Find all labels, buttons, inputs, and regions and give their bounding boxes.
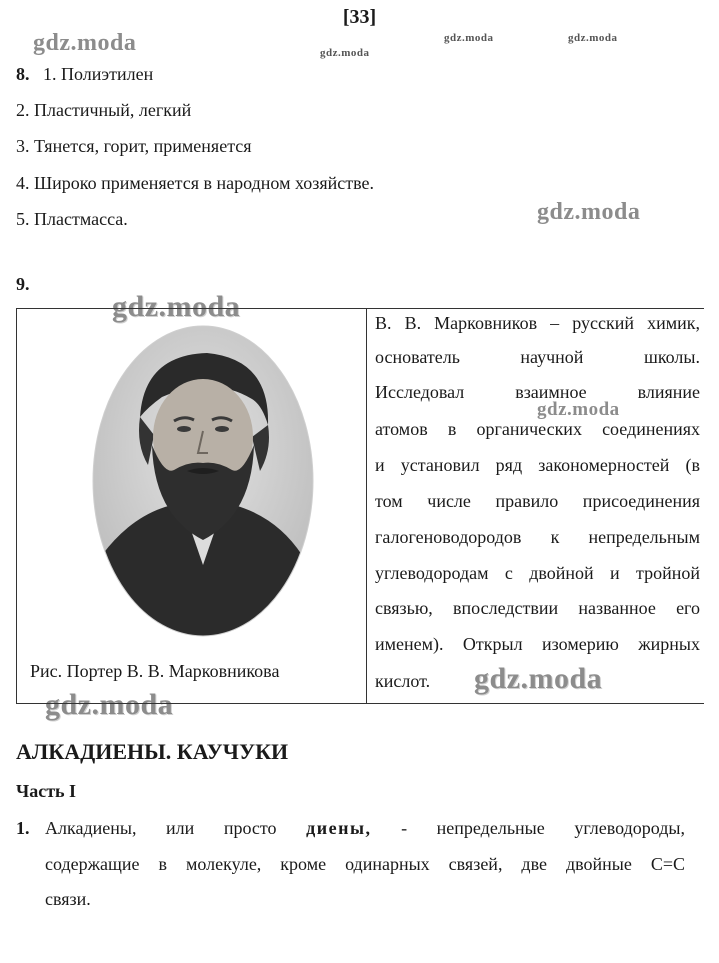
bio-line: атомов в органических соединениях bbox=[375, 419, 700, 439]
task8-item: 4. Широко применяется в народном хозяйстве. bbox=[16, 173, 375, 193]
portrait-image bbox=[92, 325, 314, 637]
section-title: АЛКАДИЕНЫ. КАУЧУКИ bbox=[16, 739, 289, 764]
portrait-caption: Рис. Портер В. В. Марковникова bbox=[30, 661, 280, 681]
watermark: gdz.moda bbox=[444, 32, 494, 44]
bio-line: и установил ряд закономерностей (в bbox=[375, 455, 700, 475]
definition-term: диены, bbox=[306, 818, 372, 838]
task8-number: 8. bbox=[16, 64, 30, 84]
bio-line: В. В. Марковников – русский химик, bbox=[375, 313, 700, 333]
bio-line: основатель научной школы. bbox=[375, 347, 700, 367]
part-title: Часть I bbox=[16, 781, 77, 801]
watermark: gdz.moda bbox=[108, 290, 244, 324]
task8-item: 3. Тянется, горит, применяется bbox=[16, 136, 252, 156]
portrait-photo bbox=[92, 325, 314, 637]
page-number: [33] bbox=[342, 6, 377, 28]
definition-line-2: содержащие в молекуле, кроме одинарных связей, две двойные С=С bbox=[45, 854, 685, 874]
bio-line: том числе правило присоединения bbox=[375, 491, 700, 511]
task8-item: 5. Пластмасса. bbox=[16, 209, 128, 229]
bio-line: связью, впоследствии названное его bbox=[375, 598, 700, 618]
definition-text: Алкадиены, или просто bbox=[45, 818, 277, 838]
definition-text: - непредельные углеводороды, bbox=[401, 818, 686, 838]
bio-line: именем). Открыл изомерию жирных bbox=[375, 634, 700, 654]
table-divider bbox=[366, 308, 367, 704]
watermark: gdz.moda bbox=[45, 688, 174, 721]
watermark: gdz.moda bbox=[33, 30, 137, 56]
watermark: gdz.moda bbox=[568, 32, 618, 44]
watermark: gdz.moda bbox=[537, 399, 620, 420]
watermark: gdz.moda bbox=[474, 662, 603, 695]
item-number: 1. bbox=[16, 818, 30, 838]
bio-line: галогеноводородов к непредельным bbox=[375, 527, 700, 547]
task8-item: 1. Полиэтилен bbox=[43, 64, 154, 84]
task9-number: 9. bbox=[16, 274, 30, 294]
task8-line-1 bbox=[16, 64, 153, 85]
definition-line-3: связи. bbox=[45, 889, 91, 909]
bio-line: кислот. bbox=[375, 671, 431, 691]
watermark: gdz.moda bbox=[537, 199, 641, 225]
definition-line-1 bbox=[45, 818, 685, 839]
bio-line: Исследовал взаимное влияние bbox=[375, 382, 700, 402]
task8-item: 2. Пластичный, легкий bbox=[16, 100, 192, 120]
watermark: gdz.moda bbox=[320, 47, 370, 59]
bio-line: углеводородам с двойной и тройной bbox=[375, 563, 700, 583]
